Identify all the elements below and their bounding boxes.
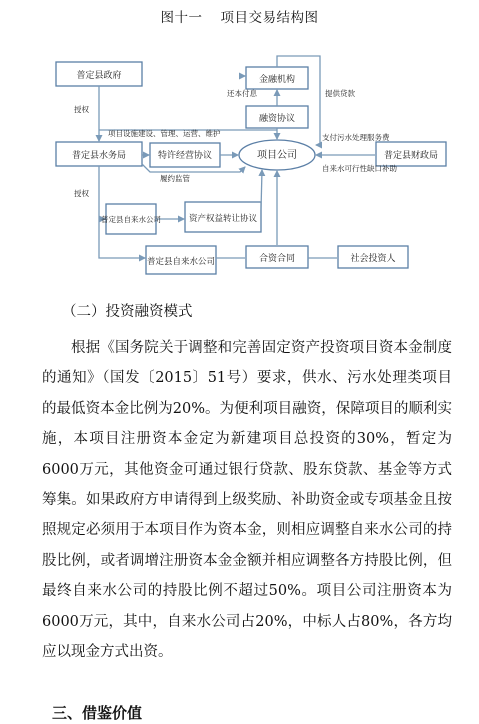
- node-asset-transfer-label: 资产权益转让协议: [188, 214, 258, 224]
- node-financing-agreement-label: 融资协议: [258, 114, 296, 124]
- figure-caption: 项目交易结构图: [220, 10, 319, 26]
- node-water-co-label: 普定县自来水公司: [146, 257, 216, 267]
- section-heading: （二）投资融资模式: [62, 304, 193, 320]
- next-heading: 三、借鉴价值: [52, 704, 143, 722]
- label-repay: 还本付息: [227, 89, 257, 98]
- label-authorize-2: 授权: [74, 189, 89, 198]
- label-build-ops: 项目设施建设、管理、运营、维护: [108, 129, 221, 138]
- node-concession-label: 特许经营协议: [157, 151, 213, 161]
- node-finance-bureau-label: 普定县财政局: [383, 151, 439, 161]
- node-water-bureau-label: 普定县水务局: [71, 151, 127, 161]
- label-performance: 履约监管: [160, 174, 190, 183]
- node-finance-inst-label: 金融机构: [258, 75, 296, 85]
- node-project-co-label: 项目公司: [257, 150, 297, 161]
- label-loan: 提供贷款: [325, 89, 355, 98]
- label-pay-sewage: 支付污水处理服务费: [322, 133, 390, 142]
- label-viability-gap: 自来水可行性缺口补助: [322, 164, 397, 173]
- node-water-co-small-label: 普定县自来水公司: [101, 215, 161, 224]
- label-authorize-1: 授权: [74, 105, 89, 114]
- node-investors-label: 社会投资人: [350, 254, 396, 264]
- body-paragraph: 根据《国务院关于调整和完善固定资产投资项目资本金制度的通知》（国发〔2015〕51号）要求，供水、污水处理类项目的最低资本金比例为20%。为便利项目融资，保障项目的顺利实施，本项目注册资本金定为新建项目总投资的30%，暂定为6000万元，其他资金可通过银行贷款、股东贷款、基金等方式筹集。如果政府方申请得到上级奖励、补助资金或专项基金且按照规定必须用于本项目作为资本金，则相应调整自来水公司的持股比例，或者调增注册资本金金额并相应调整各方持股比例，但最终自来水公司的持股比例不超过50%。项目公司注册资本为6000万元，其中，自来水公司占20%，中标人占80%，各方均应以现金方式出资。: [42, 340, 452, 661]
- figure-number: 图十一: [160, 10, 203, 26]
- node-gov-label: 普定县政府: [76, 71, 122, 81]
- node-jv-contract-label: 合资合同: [258, 254, 296, 264]
- transaction-structure-diagram: [0, 0, 479, 290]
